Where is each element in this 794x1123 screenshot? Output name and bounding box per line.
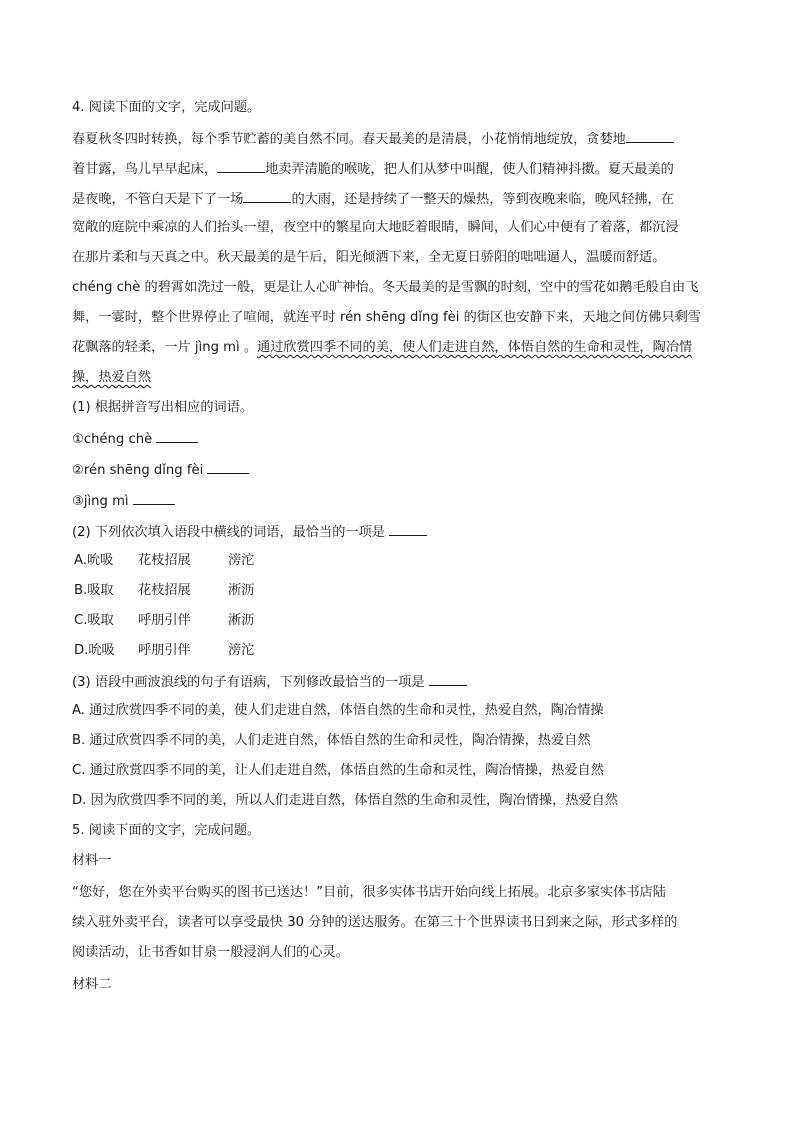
pinyin-item-3: ③jìng mì: [72, 490, 722, 510]
option-c[interactable]: C. 通过欣赏四季不同的美，让人们走进自然，体悟自然的生命和灵性，陶冶情操，热爱自然: [72, 763, 604, 778]
passage-line: 花飘落的轻柔，一片 jìng mì 。通过欣赏四季不同的美，使人们走进自然，体悟自然的生命和灵性，陶冶情: [72, 340, 693, 355]
passage-line: 是夜晚，不管白天是下了一场 的大雨，还是持续了一整天的燥热，等到夜晚来临，晚风轻拂，在: [72, 188, 722, 208]
passage-line: 舞，一霎时，整个世界停止了喧闹，就连平时 rén shēng dǐng fèi 的街区也安静下来，天地之间仿佛只剩雪: [72, 310, 701, 325]
material-line: “您好，您在外卖平台购买的图书已送达！”目前，很多实体书店开始向线上拓展。北京多家实体书店陆: [72, 885, 666, 900]
option-a[interactable]: A. 通过欣赏四季不同的美，使人们走进自然，体悟自然的生命和灵性，热爱自然，陶冶情操: [72, 703, 604, 718]
material-line: 续入驻外卖平台，读者可以享受最快 30 分钟的送达服务。在第三十个世界读书日到来之际，形式多样的: [72, 915, 678, 930]
subquestion-3: (3) 语段中画波浪线的句子有语病，下列修改最恰当的一项是: [72, 671, 722, 691]
answer-blank[interactable]: [389, 521, 427, 536]
fill-blank-2[interactable]: [217, 158, 265, 173]
option-d[interactable]: D. 因为欣赏四季不同的美，所以人们走进自然，体悟自然的生命和灵性，陶冶情操，热爱自然: [72, 793, 619, 808]
pinyin-item-2: ②rén shēng dǐng fèi: [72, 459, 722, 479]
answer-blank[interactable]: [429, 671, 467, 686]
passage-line: [72, 368, 722, 388]
option-b[interactable]: B.吸取 花枝招展 淅沥: [74, 583, 255, 598]
option-b[interactable]: B. 通过欣赏四季不同的美，人们走进自然，体悟自然的生命和灵性，陶冶情操，热爱自然: [72, 733, 591, 748]
option-d[interactable]: D.吮吸 呼朋引伴 滂沱: [74, 643, 255, 658]
fill-blank-1[interactable]: [626, 128, 674, 143]
question-4-passage: [72, 128, 722, 388]
answer-blank[interactable]: [207, 459, 249, 474]
wavy-underlined-sentence: 通过欣赏四季不同的美，使人们走进自然，体悟自然的生命和灵性，陶冶情: [257, 340, 693, 355]
material-line: 阅读活动，让书香如甘泉一般浸润人们的心灵。: [72, 945, 349, 960]
question-4-header: 4. 阅读下面的文字，完成问题。: [72, 100, 261, 115]
pinyin-item-1: ①chéng chè: [72, 428, 722, 448]
fill-blank-3[interactable]: [243, 188, 291, 203]
answer-blank[interactable]: [156, 428, 198, 443]
material-2-title: 材料二: [72, 977, 112, 992]
passage-line: chéng chè 的碧霄如洗过一般，更是让人心旷神怡。冬天最美的是雪飘的时刻，空中的雪花如鹅毛般自由飞: [72, 280, 699, 295]
passage-line: 宽敞的庭院中乘凉的人们抬头一望，夜空中的繁星向大地眨着眼睛，瞬间，人们心中便有了着落，都沉浸: [72, 220, 679, 235]
option-c[interactable]: C.吸取 呼朋引伴 淅沥: [74, 613, 255, 628]
passage-line: 春夏秋冬四时转换，每个季节贮蓄的美自然不同。春天最美的是清晨，小花悄悄地绽放，贪婪地: [72, 128, 722, 148]
subquestion-2: (2) 下列依次填入语段中横线的词语，最恰当的一项是: [72, 521, 722, 541]
passage-line: 在那片柔和与天真之中。秋天最美的是午后，阳光倾洒下来，全无夏日骄阳的咄咄逼人，温暖而舒适。: [72, 250, 666, 265]
document-page: [72, 98, 722, 1005]
material-1-title: 材料一: [72, 853, 112, 868]
passage-line: 着甘露，鸟儿早早起床， 地卖弄清脆的喉咙，把人们从梦中叫醒，使人们精神抖擞。夏天最美的: [72, 158, 722, 178]
option-a[interactable]: A.吮吸 花枝招展 滂沱: [74, 553, 255, 568]
wavy-underlined-sentence: 操，热爱自然: [72, 370, 152, 385]
subquestion-1: (1) 根据拼音写出相应的词语。: [72, 400, 254, 415]
answer-blank[interactable]: [133, 490, 175, 505]
question-5-header: 5. 阅读下面的文字，完成问题。: [72, 823, 261, 838]
